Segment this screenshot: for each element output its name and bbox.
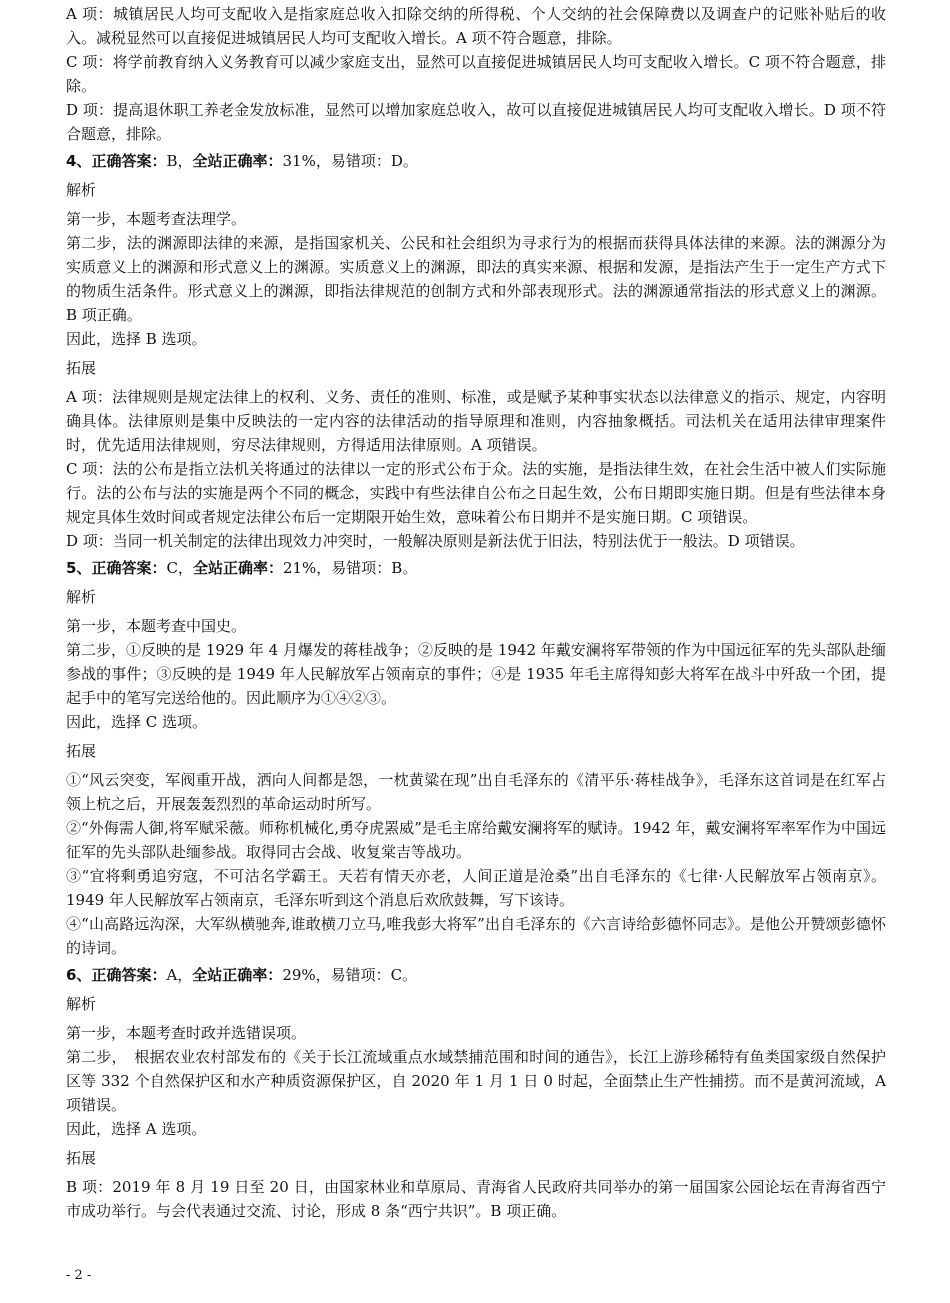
paragraph: 因此，选择 C 选项。 (66, 713, 208, 731)
paragraph: A 项：城镇居民人均可支配收入是指家庭总收入扣除交纳的所得税、个人交纳的社会保障费以及调查户的记账补贴后的收入。减税显然可以直接促进城镇居民人均可支配收入增长。A 项不符合题意，排除。 (66, 5, 886, 47)
paragraph: 因此，选择 B 选项。 (66, 330, 207, 348)
paragraph: 第一步，本题考查时政并选错误项。 (66, 1024, 307, 1042)
paragraph: ①“风云突变，军阀重开战，洒向人间都是怨，一枕黄粱在现”出自毛泽东的《清平乐·蒋桂战争》，毛泽东这首词是在红军占领上杭之后，开展轰轰烈烈的革命运动时所写。 (66, 771, 886, 813)
paragraph: 第一步，本题考查法理学。 (66, 210, 247, 228)
paragraph: D 项：提高退休职工养老金发放标准，显然可以增加家庭总收入，故可以直接促进城镇居民人均可支配收入增长。D 项不符合题意，排除。 (66, 101, 886, 143)
paragraph: ④“山高路远沟深，大军纵横驰奔,谁敢横刀立马,唯我彭大将军”出自毛泽东的《六言诗给彭德怀同志》。是他公开赞颂彭德怀的诗词。 (66, 915, 886, 957)
paragraph: 第二步，法的渊源即法律的来源，是指国家机关、公民和社会组织为寻求行为的根据而获得具体法律的来源。法的渊源分为实质意义上的渊源和形式意义上的渊源。实质意义上的渊源，即法的真实来源、根据和发源，是指法产生于一定生产方式下的物质生活条件。形式意义上的渊源，即指法律规范的创制方式和外部表现形式。法的渊源通常指法的形式意义上的渊源。B 项正确。 (66, 234, 886, 324)
section-label-jiexi: 解析 (66, 995, 97, 1013)
paragraph: ②“外侮需人御,将军赋采薇。师称机械化,勇夺虎罴威”是毛主席给戴安澜将军的赋诗。1942 年，戴安澜将军率军作为中国远征军的先头部队赴缅参战。取得同古会战、收复棠吉等战功。 (66, 819, 886, 861)
paragraph: B 项：2019 年 8 月 19 日至 20 日，由国家林业和草原局、青海省人民政府共同举办的第一届国家公园论坛在青海省西宁市成功举行。与会代表通过交流、讨论，形成 8 条“西宁共识”。B 项正确。 (66, 1178, 886, 1220)
paragraph: D 项：当同一机关制定的法律出现效力冲突时，一般解决原则是新法优于旧法，特别法优于一般法。D 项错误。 (66, 532, 805, 550)
paragraph: A 项：法律规则是规定法律上的权利、义务、责任的准则、标准，或是赋予某种事实状态以法律意义的指示、规定，内容明确具体。法律原则是集中反映法的一定内容的法律活动的指导原理和准则，内容抽象概括。司法机关在适用法律审理案件时，优先适用法律规则，穷尽法律规则，方得适用法律原则。A 项错误。 (66, 388, 886, 454)
section-label-jiexi: 解析 (66, 181, 97, 199)
section-label-jiexi: 解析 (66, 588, 97, 606)
page-number: - 2 - (66, 1268, 92, 1283)
paragraph: 第一步，本题考查中国史。 (66, 617, 247, 635)
paragraph: 第二步，①反映的是 1929 年 4 月爆发的蒋桂战争；②反映的是 1942 年戴安澜将军带领的作为中国远征军的先头部队赴缅参战的事件；③反映的是 1949 年人民解放军占领南京的事件；④是 1935 年毛主席得知彭大将军在战斗中歼敌一个团，提起手中的笔写完送给他的。因此顺序为①④②③。 (66, 641, 886, 707)
paragraph: C 项：将学前教育纳入义务教育可以减少家庭支出，显然可以直接促进城镇居民人均可支配收入增长。C 项不符合题意，排除。 (66, 53, 886, 95)
paragraph: 第二步， 根据农业农村部发布的《关于长江流域重点水域禁捕范围和时间的通告》，长江上游珍稀特有鱼类国家级自然保护区等 332 个自然保护区和水产种质资源保护区，自 2020 年 1 月 1 日 0 时起，全面禁止生产性捕捞。而不是黄河流域，A 项错误。 (66, 1048, 886, 1114)
answer-line-q6: 6、正确答案：A，全站正确率：29%，易错项：C。 (66, 966, 418, 984)
document-body (66, 2, 886, 1223)
section-label-tuozhan: 拓展 (66, 742, 97, 760)
section-label-tuozhan: 拓展 (66, 1149, 97, 1167)
section-label-tuozhan: 拓展 (66, 359, 97, 377)
answer-line-q4: 4、正确答案：B，全站正确率：31%，易错项：D。 (66, 152, 418, 170)
paragraph: C 项：法的公布是指立法机关将通过的法律以一定的形式公布于众。法的实施，是指法律生效，在社会生活中被人们实际施行。法的公布与法的实施是两个不同的概念，实践中有些法律自公布之日起生效，公布日期即实施日期。但是有些法律本身规定具体生效时间或者规定法律公布后一定期限开始生效，意味着公布日期并不是实施日期。C 项错误。 (66, 460, 886, 526)
paragraph: ③“宜将剩勇追穷寇，不可沽名学霸王。天若有情天亦老，人间正道是沧桑”出自毛泽东的《七律·人民解放军占领南京》。1949 年人民解放军占领南京，毛泽东听到这个消息后欢欣鼓舞，写下该诗。 (66, 867, 886, 909)
paragraph: 因此，选择 A 选项。 (66, 1120, 207, 1138)
answer-line-q5: 5、正确答案：C，全站正确率：21%，易错项：B。 (66, 559, 418, 577)
